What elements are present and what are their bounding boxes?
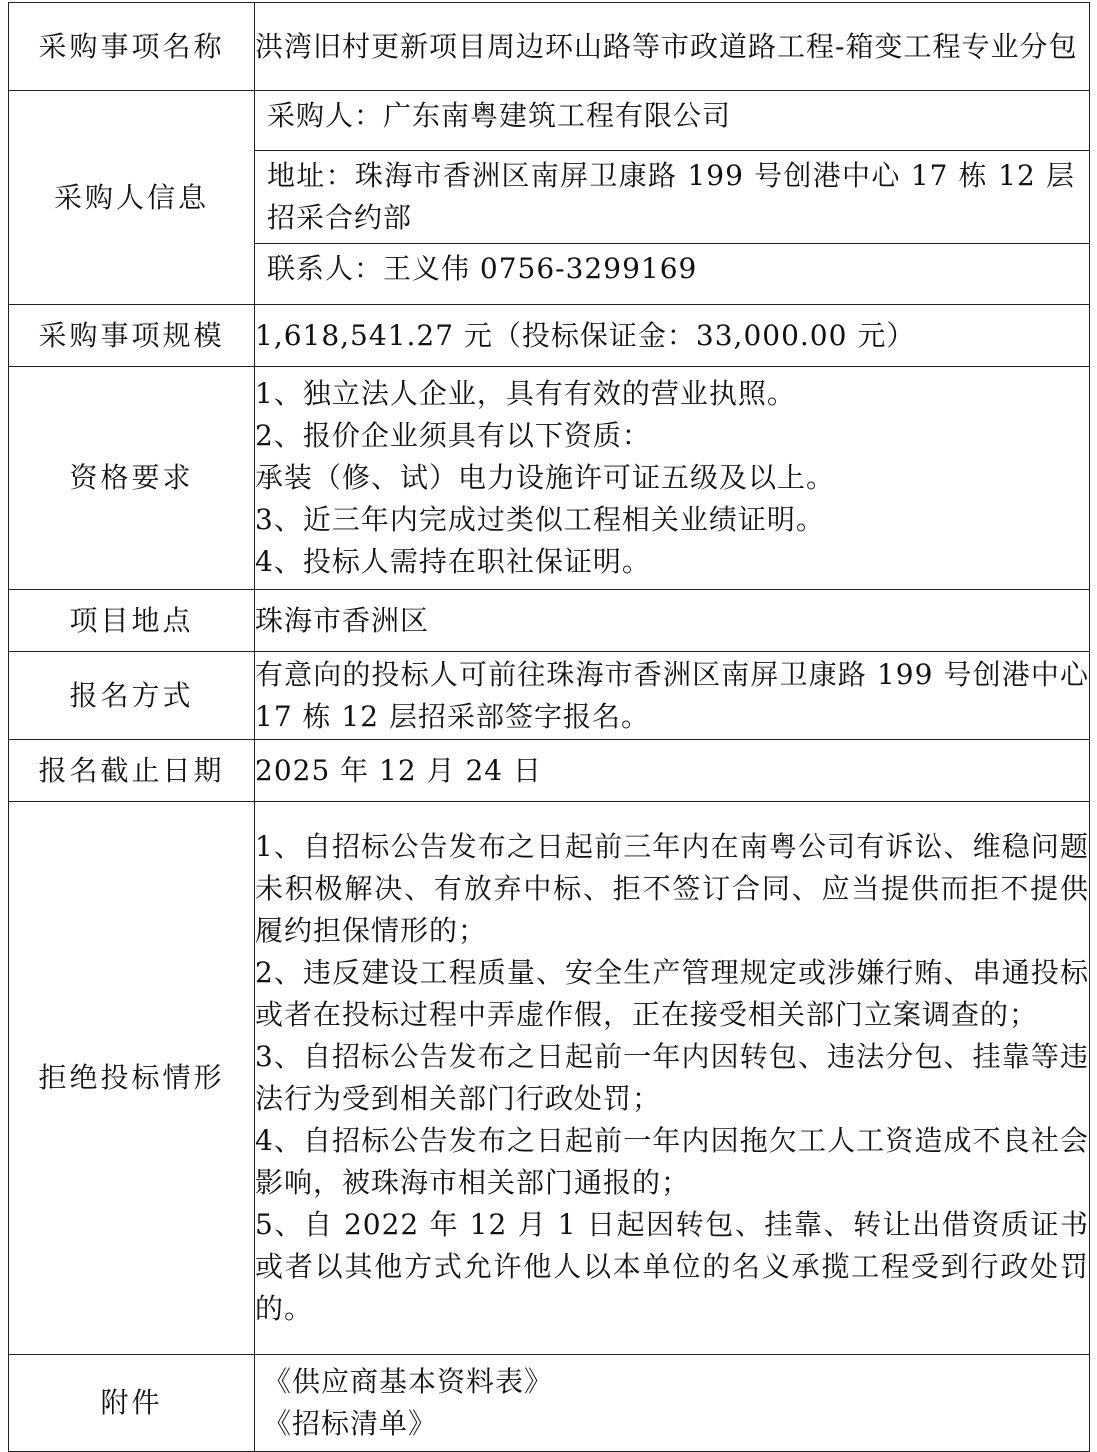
purchaser-address: 地址：珠海市香洲区南屏卫康路 199 号创港中心 17 栋 12 层招采合约部 <box>267 159 1075 234</box>
label-registration: 报名方式 <box>9 652 255 740</box>
row-purchaser <box>9 91 1090 305</box>
attachment-item: 《招标清单》 <box>263 1407 438 1440</box>
rejection-item: 2、违反建设工程质量、安全生产管理规定或涉嫌行贿、串通投标或者在投标过程中弄虚作假，正在接受相关部门立案调查的； <box>255 956 1089 1031</box>
label-rejection: 拒绝投标情形 <box>9 802 255 1355</box>
label-attachments: 附件 <box>9 1355 255 1452</box>
value-deadline: 2025 年 12 月 24 日 <box>255 753 543 787</box>
rejection-item: 3、自招标公告发布之日起前一年内因转包、违法分包、挂靠等违法行为受到相关部门行政处罚； <box>255 1040 1089 1115</box>
procurement-table <box>8 2 1090 1452</box>
rejection-item: 1、自招标公告发布之日起前三年内在南粤公司有诉讼、维稳问题未积极解决、有放弃中标、拒不签订合同、应当提供而拒不提供履约担保情形的； <box>255 830 1089 947</box>
rejection-item: 5、自 2022 年 12 月 1 日起因转包、挂靠、转让出借资质证书或者以其他方式允许他人以本单位的名义承揽工程受到行政处罚的。 <box>255 1208 1089 1325</box>
qualification-item: 3、近三年内完成过类似工程相关业绩证明。 <box>255 503 825 536</box>
purchaser-name: 采购人：广东南粤建筑工程有限公司 <box>267 99 732 132</box>
qualification-list <box>255 367 1089 589</box>
value-location: 珠海市香洲区 <box>255 603 430 637</box>
label-project-name: 采购事项名称 <box>9 3 255 91</box>
label-scale: 采购事项规模 <box>9 305 255 367</box>
label-location: 项目地点 <box>9 590 255 652</box>
attachment-list <box>255 1355 1089 1451</box>
value-registration: 有意向的投标人可前往珠海市香洲区南屏卫康路 199 号创港中心 17 栋 12 层招采部签字报名。 <box>255 657 1089 733</box>
rejection-item: 4、自招标公告发布之日起前一年内因拖欠工人工资造成不良社会影响，被珠海市相关部门通报的； <box>255 1124 1089 1199</box>
qualification-item: 承装（修、试）电力设施许可证五级及以上。 <box>255 461 836 494</box>
purchaser-contact: 联系人：王义伟 0756-3299169 <box>267 252 698 285</box>
row-deadline <box>9 740 1090 802</box>
label-deadline: 报名截止日期 <box>9 740 255 802</box>
row-project-name <box>9 3 1090 91</box>
row-qualification <box>9 367 1090 590</box>
value-scale: 1,618,541.27 元（投标保证金：33,000.00 元） <box>255 318 916 352</box>
attachment-item: 《供应商基本资料表》 <box>263 1365 554 1398</box>
rejection-list <box>255 820 1089 1336</box>
qualification-item: 4、投标人需持在职社保证明。 <box>255 545 651 578</box>
qualification-item: 1、独立法人企业，具有有效的营业执照。 <box>255 377 796 410</box>
row-rejection <box>9 802 1090 1355</box>
label-qualification: 资格要求 <box>9 367 255 590</box>
value-project-name: 洪湾旧村更新项目周边环山路等市政道路工程-箱变工程专业分包 <box>255 29 1078 63</box>
qualification-item: 2、报价企业须具有以下资质： <box>255 419 651 452</box>
row-location <box>9 590 1090 652</box>
row-attachments <box>9 1355 1090 1452</box>
label-purchaser: 采购人信息 <box>9 91 255 305</box>
row-scale <box>9 305 1090 367</box>
row-registration <box>9 652 1090 740</box>
